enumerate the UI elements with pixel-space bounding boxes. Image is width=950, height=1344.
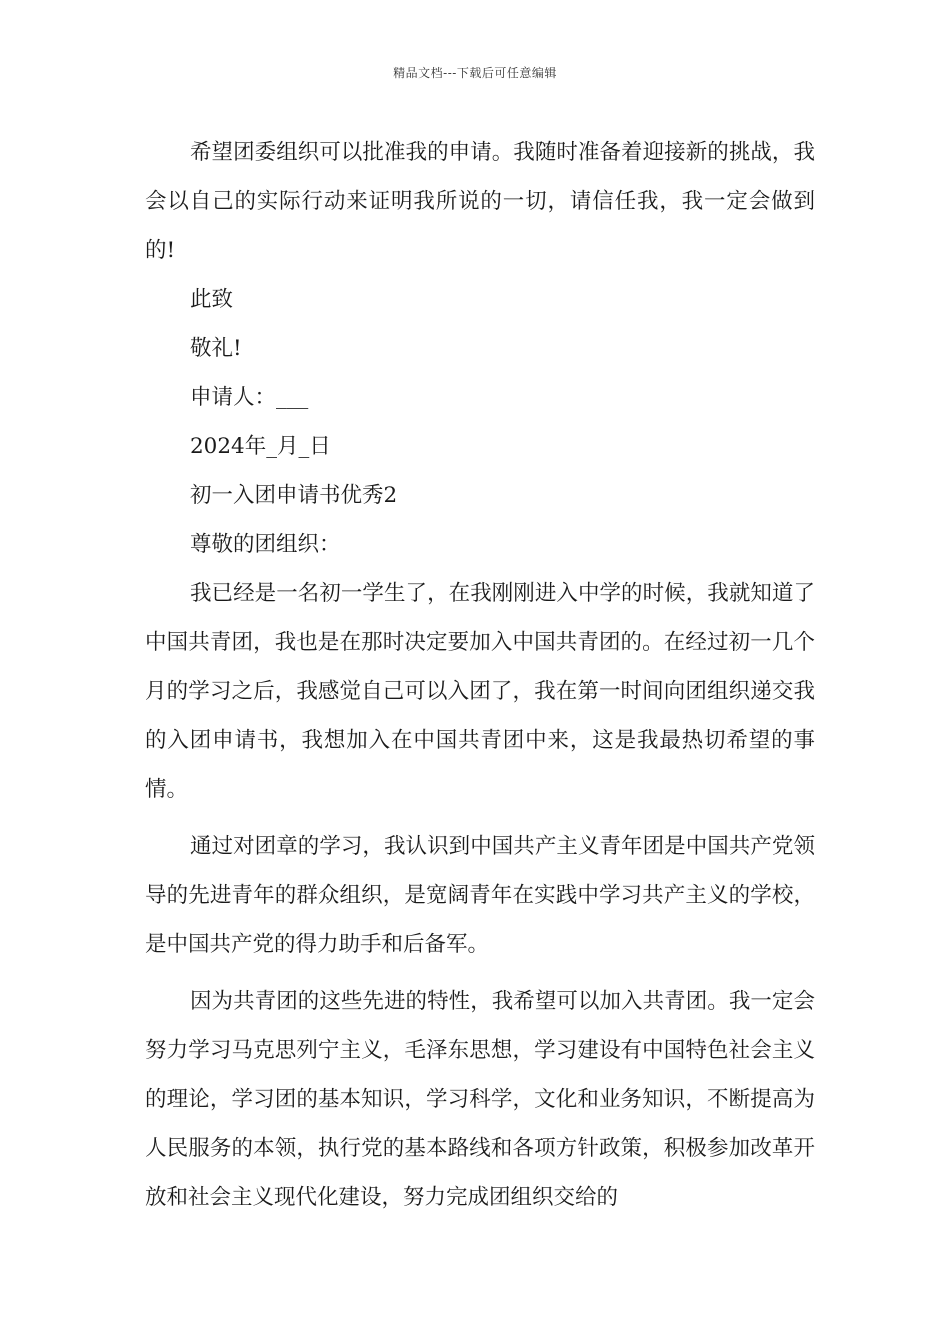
closing-salute: 敬礼! bbox=[190, 336, 242, 361]
applicant-line: 申请人：___ bbox=[190, 385, 309, 410]
closing-greeting: 此致 bbox=[190, 287, 234, 312]
date-line: 2024年_月_日 bbox=[190, 434, 331, 459]
document-body bbox=[145, 128, 815, 1222]
section-title: 初一入团申请书优秀2 bbox=[190, 483, 398, 508]
page-header: 精品文档---下载后可任意编辑 bbox=[393, 66, 557, 80]
paragraph-intro: 我已经是一名初一学生了，在我刚刚进入中学的时候，我就知道了中国共青团，我也是在那时决定要加入中国共青团的。在经过初一几个月的学习之后，我感觉自己可以入团了，我在第一时间向团组织递交我的入团申请书，我想加入在中国共青团中来，这是我最热切希望的事情。 bbox=[145, 581, 815, 802]
paragraph-request: 希望团委组织可以批准我的申请。我随时准备着迎接新的挑战，我会以自己的实际行动来证明我所说的一切，请信任我，我一定会做到的! bbox=[145, 140, 815, 263]
paragraph-commitment: 因为共青团的这些先进的特性，我希望可以加入共青团。我一定会努力学习马克思列宁主义，毛泽东思想，学习建设有中国特色社会主义的理论，学习团的基本知识，学习科学，文化和业务知识，不断提高为人民服务的本领，执行党的基本路线和各项方针政策，积极参加改革开放和社会主义现代化建设，努力完成团组织交给的 bbox=[145, 989, 815, 1210]
paragraph-understanding: 通过对团章的学习，我认识到中国共产主义青年团是中国共产党领导的先进青年的群众组织，是宽阔青年在实践中学习共产主义的学校，是中国共产党的得力助手和后备军。 bbox=[145, 834, 815, 957]
salutation: 尊敬的团组织： bbox=[190, 532, 341, 557]
